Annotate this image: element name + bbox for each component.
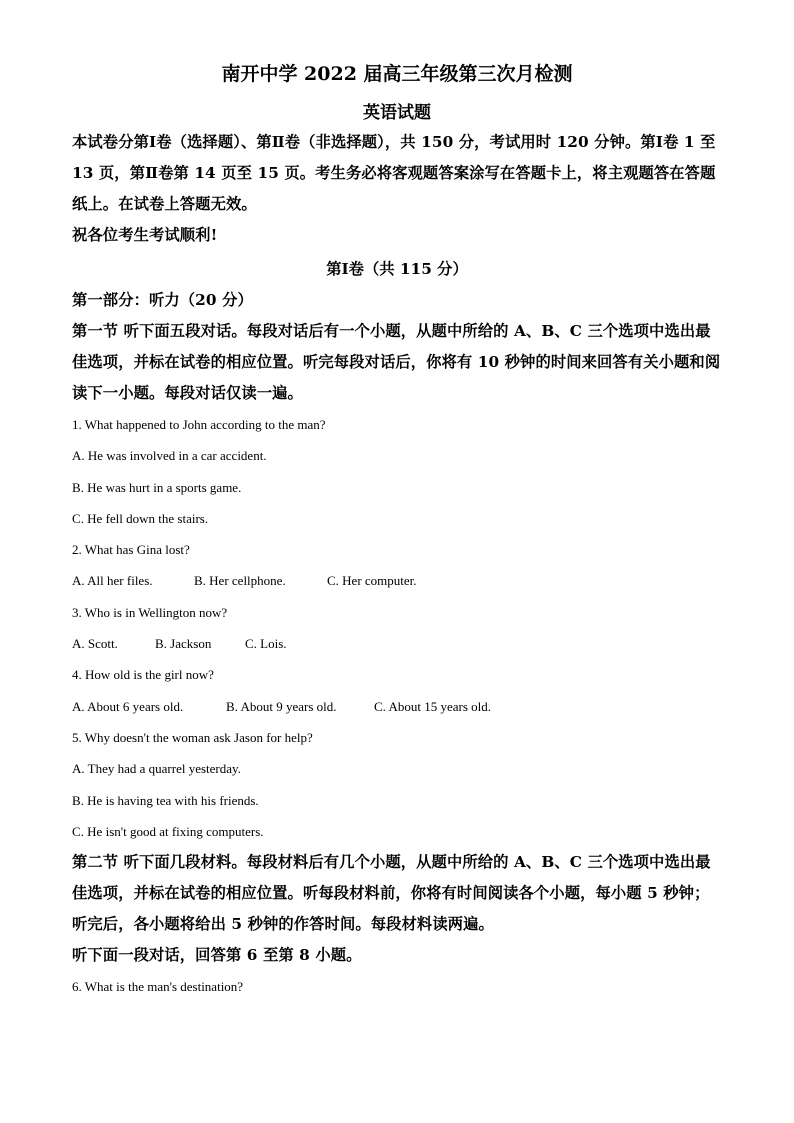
exam-title: 南开中学 2022 届高三年级第三次月检测	[221, 63, 573, 85]
answer-option: C. Her computer.	[327, 573, 417, 589]
answer-option: C. He isn't good at fixing computers.	[72, 823, 264, 839]
volume-heading: 第Ⅰ卷（共 115 分）	[326, 260, 468, 278]
answer-option: A. About 6 years old.	[72, 698, 184, 714]
exam-subject: 英语试题	[363, 103, 431, 123]
section2-instructions: 第二节 听下面几段材料。每段材料后有几个小题，从题中所给的 A、B、C 三个选项中选出最佳选项，并标在试卷的相应位置。听每段材料前，你将有时间阅读各个小题，每小题 5 秒钟；听完后，各小题将给出 5 秒钟的作答时间。每段材料读两遍。	[72, 853, 711, 934]
answer-option: C. Lois.	[245, 636, 287, 652]
question-stem: 2. What has Gina lost?	[72, 542, 190, 558]
answer-option: A. Scott.	[72, 636, 118, 652]
section1-instructions: 第一节 听下面五段对话。每段对话后有一个小题，从题中所给的 A、B、C 三个选项中选出最佳选项，并标在试卷的相应位置。听完每段对话后，你将有 10 秒钟的时间来回答有关小题和阅读下一小题。每段对话仅读一遍。	[72, 322, 721, 402]
answer-option: C. He fell down the stairs.	[72, 510, 209, 526]
question-stem: 5. Why doesn't the woman ask Jason for help?	[72, 729, 313, 745]
question-stem: 6. What is the man's destination?	[72, 979, 244, 995]
dialog-instruction: 听下面一段对话，回答第 6 至第 8 小题。	[72, 946, 362, 965]
answer-option: B. About 9 years old.	[226, 698, 337, 714]
answer-option: B. He was hurt in a sports game.	[72, 479, 242, 495]
options-row	[72, 691, 722, 722]
answer-option: B. Jackson	[155, 636, 212, 652]
options-row	[72, 628, 722, 659]
part-heading: 第一部分：听力（20 分）	[72, 291, 253, 309]
exam-page	[72, 62, 722, 1002]
answer-option: C. About 15 years old.	[374, 698, 491, 714]
exam-instructions: 本试卷分第Ⅰ卷（选择题）、第Ⅱ卷（非选择题），共 150 分，考试用时 120 分钟。第Ⅰ卷 1 至 13 页，第Ⅱ卷第 14 页至 15 页。考生务必将客观题答案涂写在答题卡上，将主观题答在答题纸上。在试卷上答题无效。	[72, 133, 716, 213]
answer-option: A. They had a quarrel yesterday.	[72, 761, 241, 777]
options-row	[72, 565, 722, 596]
question-stem: 3. Who is in Wellington now?	[72, 604, 228, 620]
answer-option: A. He was involved in a car accident.	[72, 448, 267, 464]
answer-option: B. Her cellphone.	[194, 573, 286, 589]
answer-option: A. All her files.	[72, 573, 153, 589]
answer-option: B. He is having tea with his friends.	[72, 792, 259, 808]
question-stem: 1. What happened to John according to the man?	[72, 417, 326, 432]
question-stem: 4. How old is the girl now?	[72, 667, 214, 683]
good-luck-text: 祝各位考生考试顺利!	[72, 226, 218, 244]
